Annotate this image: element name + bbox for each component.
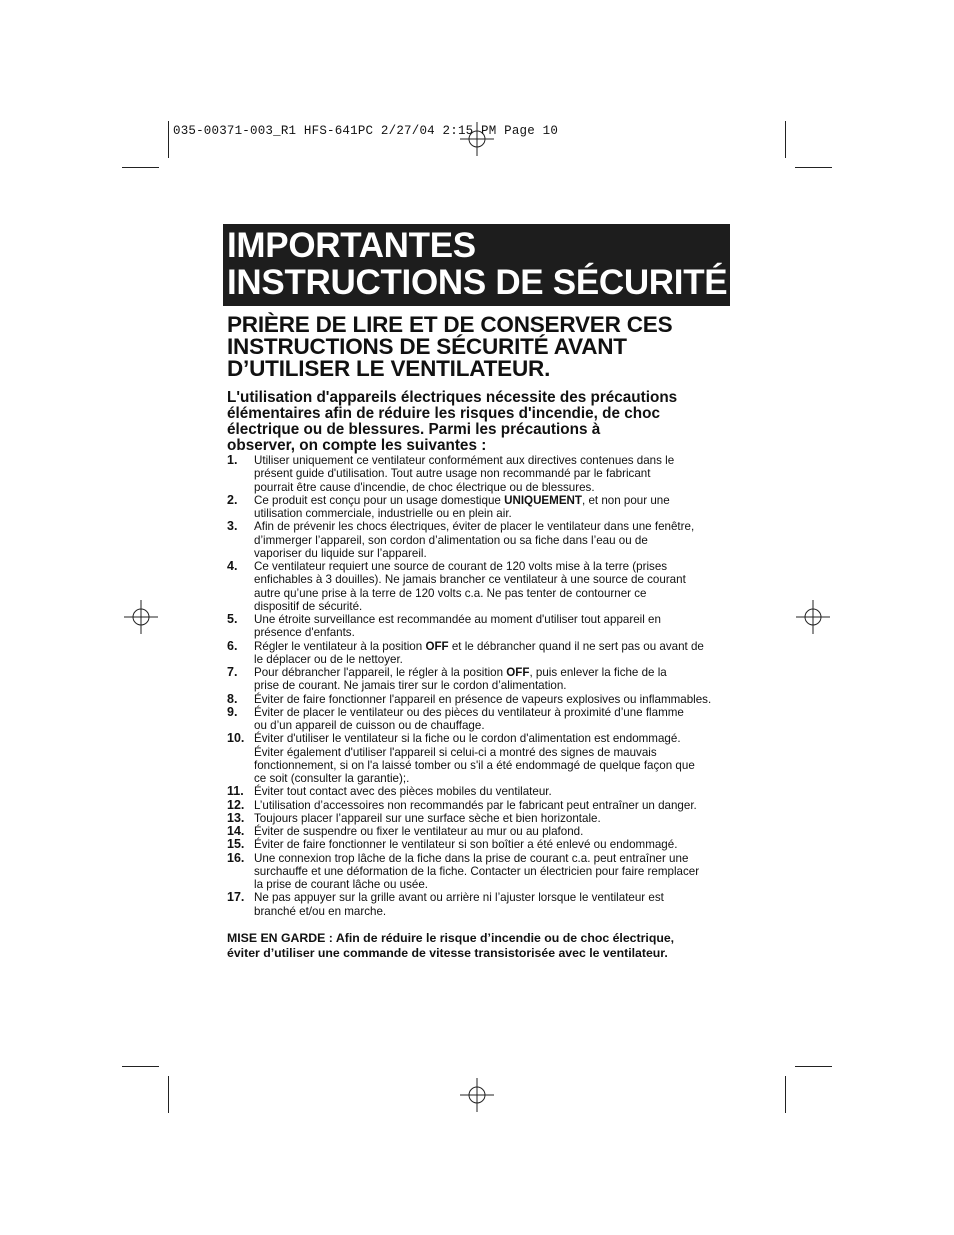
- list-item-number: 10.: [227, 731, 245, 746]
- crop-mark-top-right-vertical: [785, 121, 786, 158]
- list-item-number: 15.: [227, 837, 245, 852]
- list-item: [227, 891, 727, 918]
- list-item-text: Éviter d'utiliser le ventilateur si la fiche ou le cordon d'alimentation est endommagé. Éviter également d'utiliser l'appareil si celui-ci a montré des signes de mauvais fonctionnement, si on l'a laissé tomber ou s'il a été endommagé de quelque façon que ce soit (consulter la garantie);.: [254, 732, 695, 785]
- list-item: [227, 732, 727, 785]
- list-item-number: 6.: [227, 638, 238, 653]
- list-item-number: 13.: [227, 810, 245, 825]
- crop-mark-top-right-horizontal: [795, 167, 832, 168]
- page-subtitle: [227, 314, 727, 380]
- list-item: [227, 520, 727, 560]
- list-item-number: 14.: [227, 824, 245, 838]
- registration-mark-right-icon: [796, 600, 830, 634]
- intro-line-4: observer, on compte les suivantes :: [227, 437, 487, 454]
- crop-mark-bottom-left-vertical: [168, 1076, 169, 1113]
- list-item-text: Une étroite surveillance est recommandée au moment d'utiliser tout appareil en présence d'enfants.: [254, 613, 661, 640]
- crop-mark-top-left-vertical: [168, 121, 169, 158]
- page-subtitle-line-3: D’UTILISER LE VENTILATEUR.: [227, 356, 551, 381]
- list-item-text: Éviter de placer le ventilateur ou des pièces du ventilateur à proximité d’une flamme ou d’un appareil de cuisson ou de chauffage.: [254, 705, 684, 732]
- list-item: [227, 666, 727, 693]
- intro-line-2: élémentaires afin de réduire les risques d'incendie, de choc: [227, 405, 660, 422]
- warning-line-1: MISE EN GARDE : Afin de réduire le risque d’incendie ou de choc électrique,: [227, 931, 675, 945]
- list-item-number: 5.: [227, 612, 238, 626]
- list-item: [227, 640, 727, 667]
- list-item-number: 2.: [227, 492, 238, 507]
- list-item: [227, 560, 727, 613]
- intro-paragraph: [227, 390, 727, 454]
- list-item-number: 4.: [227, 559, 238, 573]
- list-item: [227, 812, 727, 825]
- list-item-text: Une connexion trop lâche de la fiche dans la prise de courant c.a. peut entraîner une surchauffe et une déformation de la fiche. Contacter un électricien pour faire remplacer la prise de courant lâche ou usée.: [254, 851, 700, 891]
- list-item: [227, 613, 727, 640]
- intro-line-3: électrique ou de blessures. Parmi les précautions à: [227, 421, 601, 438]
- intro-line-1: L'utilisation d'appareils électriques nécessite des précautions: [227, 389, 678, 406]
- list-item: [227, 706, 727, 733]
- page-subtitle-line-2: INSTRUCTIONS DE SÉCURITÉ AVANT: [227, 334, 627, 359]
- list-item: [227, 494, 727, 521]
- registration-mark-left-icon: [124, 600, 158, 634]
- list-item-number: 17.: [227, 890, 245, 905]
- list-item: [227, 785, 727, 798]
- warning-notice: [227, 931, 727, 960]
- list-item-text: Ne pas appuyer sur la grille avant ou arrière ni l’ajuster lorsque le ventilateur est branché et/ou en marche.: [254, 891, 664, 918]
- list-item-text: Régler le ventilateur à la position OFF et le débrancher quand il ne sert pas ou avant de le déplacer ou de le nettoyer.: [254, 639, 704, 666]
- crop-mark-bottom-right-horizontal: [795, 1066, 832, 1067]
- list-item: [227, 799, 727, 812]
- list-item-text: Ce produit est conçu pour un usage domestique UNIQUEMENT, et non pour une utilisation commerciale, industrielle ou en plein air.: [254, 493, 670, 520]
- warning-line-2: éviter d’utiliser une commande de vitesse transistorisée avec le ventilateur.: [227, 945, 668, 960]
- list-item-text: Utiliser uniquement ce ventilateur conformément aux directives contenues dans le présent guide d'utilisation. Tout autre usage non recommandé par le fabricant pourrait être cause d'incendie, de choc électrique ou de blessures.: [254, 454, 675, 494]
- list-item-text: Pour débrancher l'appareil, le régler à la position OFF, puis enlever la fiche de la prise de courant. Ne jamais tirer sur le cordon d’alimentation.: [254, 666, 667, 693]
- list-item-number: 1.: [227, 453, 238, 467]
- list-item: [227, 693, 727, 706]
- list-item-number: 11.: [227, 784, 244, 799]
- list-item-number: 16.: [227, 850, 245, 865]
- printer-slug-line: 035-00371-003_R1 HFS-641PC 2/27/04 2:15 PM Page 10: [173, 124, 559, 138]
- list-item-text: Éviter tout contact avec des pièces mobiles du ventilateur.: [254, 785, 552, 799]
- list-item-number: 3.: [227, 519, 238, 534]
- page-title-banner: [223, 224, 730, 306]
- crop-mark-bottom-right-vertical: [785, 1076, 786, 1113]
- list-item-number: 12.: [227, 797, 245, 812]
- list-item-text: Toujours placer l’appareil sur une surface sèche et bien horizontale.: [254, 811, 601, 825]
- page-title-line-2: INSTRUCTIONS DE SÉCURITÉ: [227, 263, 728, 302]
- safety-instructions-list: [227, 454, 727, 918]
- page-title-line-1: IMPORTANTES: [227, 226, 476, 265]
- list-item-number: 9.: [227, 704, 238, 719]
- crop-mark-top-left-horizontal: [122, 167, 159, 168]
- list-item-text: Éviter de suspendre ou fixer le ventilateur au mur ou au plafond.: [254, 825, 584, 838]
- list-item-text: Éviter de faire fonctionner l'appareil en présence de vapeurs explosives ou inflammables.: [254, 692, 712, 706]
- list-item: [227, 825, 727, 838]
- registration-mark-top-icon: [460, 122, 494, 156]
- list-item: [227, 454, 727, 494]
- list-item-number: 8.: [227, 691, 238, 706]
- crop-mark-bottom-left-horizontal: [122, 1066, 159, 1067]
- list-item-text: Ce ventilateur requiert une source de courant de 120 volts mise à la terre (prises enfichables à 3 douilles). Ne jamais brancher ce ventilateur à une source de courant autre qu’une prise à la terre de 120 volts c.a. Ne pas tenter de contourner ce dispositif de sécurité.: [254, 560, 686, 613]
- list-item: [227, 838, 727, 851]
- registration-mark-bottom-icon: [460, 1078, 494, 1112]
- list-item-text: Afin de prévenir les chocs électriques, éviter de placer le ventilateur dans une fenêtre, d’immerger l’appareil, son cordon d’alimentation ou sa fiche dans l’eau ou de vaporiser du liquide sur l’appareil.: [254, 520, 695, 560]
- page-subtitle-line-1: PRIÈRE DE LIRE ET DE CONSERVER CES: [227, 312, 673, 337]
- list-item-text: L’utilisation d’accessoires non recommandés par le fabricant peut entraîner un danger.: [254, 798, 697, 812]
- list-item-number: 7.: [227, 665, 238, 679]
- list-item: [227, 852, 727, 892]
- list-item-text: Éviter de faire fonctionner le ventilateur si son boîtier a été enlevé ou endommagé.: [254, 838, 678, 852]
